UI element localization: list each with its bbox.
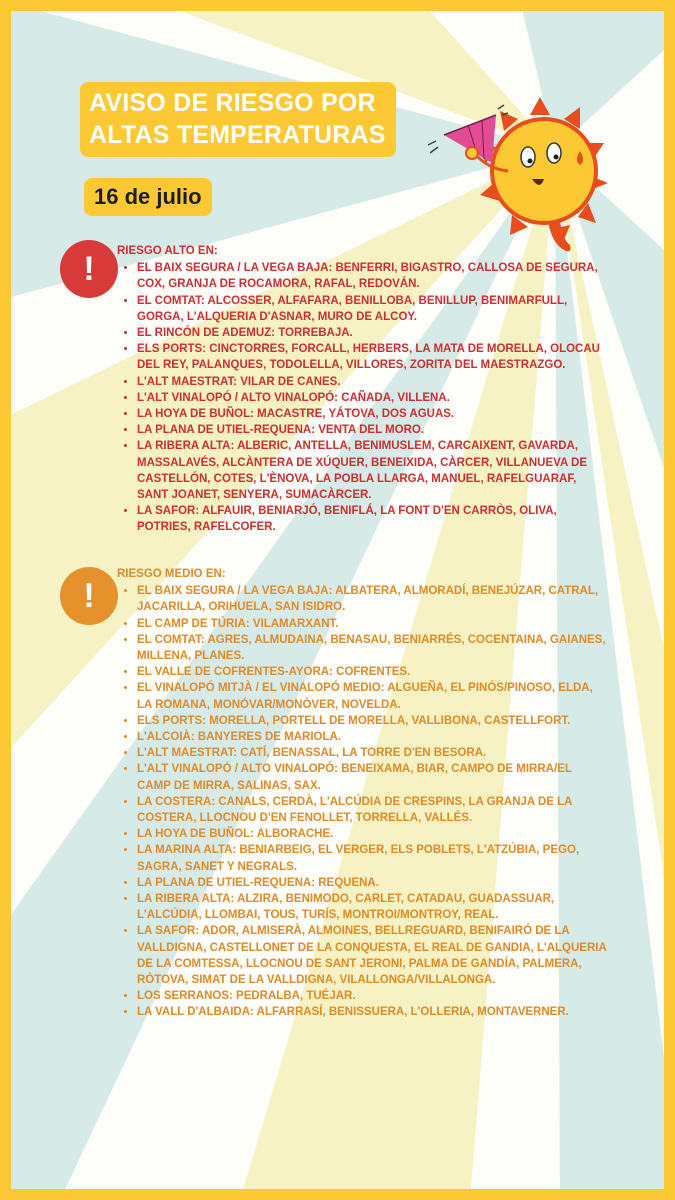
list-item: • EL COMTAT: AGRES, ALMUDAINA, BENASAU, BENIARRÉS, COCENTAINA, GAIANES, MILLENA, PLANES. — [137, 632, 607, 664]
list-item: • LA PLANA DE UTIEL-REQUENA: REQUENA. — [137, 875, 607, 891]
medium-risk-list — [117, 583, 607, 1020]
list-item: • LA SAFOR: ADOR, ALMISERÀ, ALMOINES, BELLREGUARD, BENIFAIRÓ DE LA VALLDIGNA, CASTELLONET DE LA CONQUESTA, EL REAL DE GANDIA, L'ALQUERIA DE LA COMTESSA, LLOCNOU DE SANT JERONI, PALMA DE GANDÍA, PALMERA, RÒTOVA, SIMAT DE LA VALLDIGNA, VILALLONGA/VILLALONGA. — [137, 923, 607, 988]
high-risk-exclamation-icon: ! — [60, 240, 118, 298]
sun-with-fan-icon — [420, 95, 610, 255]
list-item: • EL CAMP DE TÚRIA: VILAMARXANT. — [137, 616, 607, 632]
list-item: • LA HOYA DE BUÑOL: MACASTRE, YÁTOVA, DOS AGUAS. — [137, 406, 607, 422]
list-item: • LA PLANA DE UTIEL-REQUENA: VENTA DEL MORO. — [137, 422, 607, 438]
sun-eye-right — [547, 143, 561, 163]
list-item: • LA RIBERA ALTA: ALZIRA, BENIMODO, CARLET, CATADAU, GUADASSUAR, L'ALCÚDIA, LLOMBAI, TOUS, TURÍS, MONTROI/MONTROY, REAL. — [137, 891, 607, 923]
sun-pupil-left — [528, 159, 533, 164]
medium-risk-section — [117, 566, 607, 1021]
medium-risk-heading: RIESGO MEDIO EN: — [117, 568, 226, 580]
list-item: • LA COSTERA: CANALS, CERDÀ, L'ALCÚDIA DE CRESPINS, LA GRANJA DE LA COSTERA, LLOCNOU D'EN FENOLLET, TORRELLA, VALLÉS. — [137, 794, 607, 826]
list-item: • EL RINCÓN DE ADEMUZ: TORREBAJA. — [137, 325, 607, 341]
list-item: • LOS SERRANOS: PEDRALBA, TUÉJAR. — [137, 988, 607, 1004]
title-line-2: ALTAS TEMPERATURAS — [89, 121, 386, 149]
list-item: • LA VALL D'ALBAIDA: ALFARRASÍ, BENISSUERA, L'OLLERIA, MONTAVERNER. — [137, 1004, 607, 1020]
high-risk-list — [117, 260, 607, 535]
list-item: • L'ALCOIÀ: BANYERES DE MARIOLA. — [137, 729, 607, 745]
sun-eye-left — [521, 147, 535, 167]
warning-title — [80, 82, 396, 157]
list-item: • ELS PORTS: MORELLA, PORTELL DE MORELLA, VALLIBONA, CASTELLFORT. — [137, 713, 607, 729]
list-item: • LA MARINA ALTA: BENIARBEIG, EL VERGER, ELS POBLETS, L'ATZÚBIA, PEGO, SAGRA, SANET Y NEGRALS. — [137, 842, 607, 874]
list-item: • EL VINALOPÓ MITJÀ / EL VINALOPÓ MEDIO: ALGUEÑA, EL PINÓS/PINOSO, ELDA, LA ROMANA, MONÓVAR/MONÒVER, NOVELDA. — [137, 680, 607, 712]
title-line-1: AVISO DE RIESGO POR — [89, 89, 376, 117]
list-item: • EL COMTAT: ALCOSSER, ALFAFARA, BENILLOBA, BENILLUP, BENIMARFULL, GORGA, L'ALQUERIA D'ASNAR, MURO DE ALCOY. — [137, 293, 607, 325]
list-item: • L'ALT MAESTRAT: VILAR DE CANES. — [137, 374, 607, 390]
list-item: • EL BAIX SEGURA / LA VEGA BAJA: ALBATERA, ALMORADÍ, BENEJÚZAR, CATRAL, JACARILLA, ORIHUELA, SAN ISIDRO. — [137, 583, 607, 615]
list-item: • ELS PORTS: CINCTORRES, FORCALL, HERBERS, LA MATA DE MORELLA, OLOCAU DEL REY, PALANQUES, TODOLELLA, VILLORES, ZORITA DEL MAESTRAZGO. — [137, 341, 607, 373]
list-item: • L'ALT MAESTRAT: CATÍ, BENASSAL, LA TORRE D'EN BESORA. — [137, 745, 607, 761]
list-item: • L'ALT VINALOPÓ / ALTO VINALOPÓ: CAÑADA, VILLENA. — [137, 390, 607, 406]
date-badge: 16 de julio — [84, 178, 212, 216]
list-item: • LA RIBERA ALTA: ALBERIC, ANTELLA, BENIMUSLEM, CARCAIXENT, GAVARDA, MASSALAVÉS, ALCÀNTERA DE XÚQUER, BENEIXIDA, CÀRCER, VILLANUEVA DE CASTELLÓN, COTES, L'ÈNOVA, LA POBLA LLARGA, MANUEL, RAFELGUARAF, SANT JOANET, SENYERA, SUMACÀRCER. — [137, 438, 607, 503]
medium-risk-exclamation-icon: ! — [60, 567, 118, 625]
sun-pupil-right — [554, 155, 559, 160]
list-item: • EL VALLE DE COFRENTES-AYORA: COFRENTES. — [137, 664, 607, 680]
high-risk-heading: RIESGO ALTO EN: — [117, 245, 218, 257]
list-item: • EL BAIX SEGURA / LA VEGA BAJA: BENFERRI, BIGASTRO, CALLOSA DE SEGURA, COX, GRANJA DE ROCAMORA, RAFAL, REDOVÁN. — [137, 260, 607, 292]
list-item: • LA SAFOR: ALFAUIR, BENIARJÓ, BENIFLÁ, LA FONT D'EN CARRÒS, OLIVA, POTRIES, RAFELCOFER. — [137, 503, 607, 535]
list-item: • LA HOYA DE BUÑOL: ALBORACHE. — [137, 826, 607, 842]
list-item: • L'ALT VINALOPÓ / ALTO VINALOPÓ: BENEIXAMA, BIAR, CAMPO DE MIRRA/EL CAMP DE MIRRA, SALINAS, SAX. — [137, 761, 607, 793]
high-risk-section — [117, 243, 607, 536]
